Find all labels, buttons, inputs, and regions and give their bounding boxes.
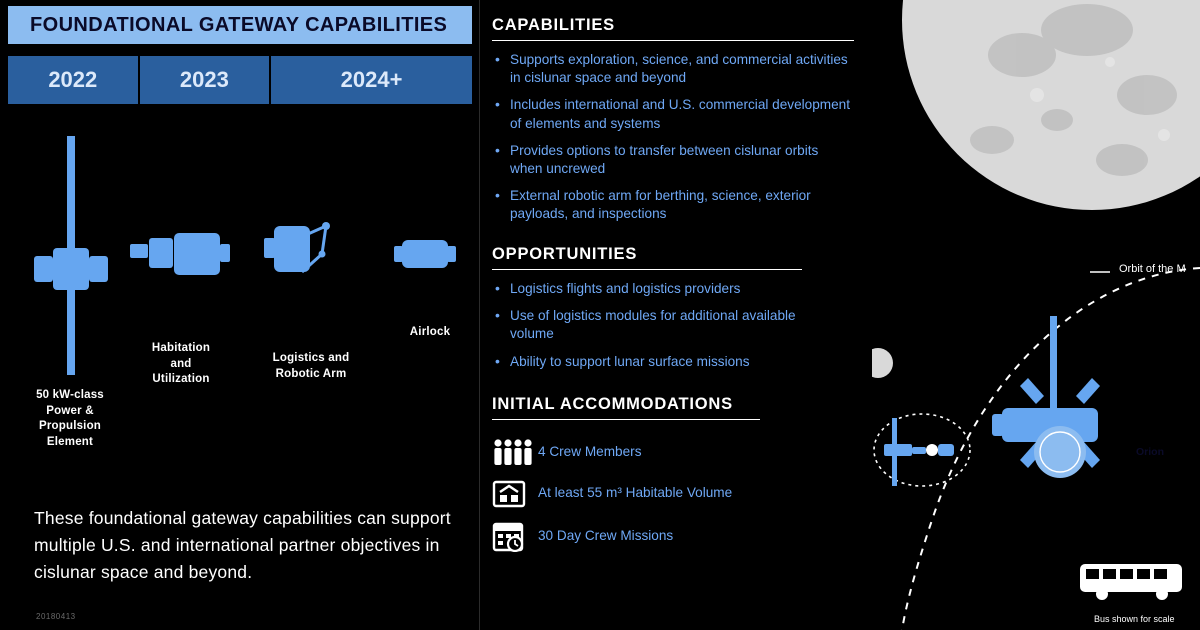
orion-capsule-icon xyxy=(1034,426,1086,478)
bus-icon xyxy=(1080,564,1182,600)
orion-label: Orion xyxy=(1136,446,1164,458)
spacecraft-node-icon xyxy=(872,348,893,378)
module-habitation xyxy=(126,228,236,388)
list-item: • Provides options to transfer between cislunar orbits when uncrewed xyxy=(492,142,854,178)
accommodations-heading: INITIAL ACCOMMODATIONS xyxy=(492,395,733,413)
capabilities-heading: CAPABILITIES xyxy=(492,16,615,34)
gateway-large-icon xyxy=(992,316,1100,478)
year-cell-2022: 2022 xyxy=(8,56,140,104)
orbit-diagram xyxy=(872,0,1200,630)
capabilities-rule xyxy=(492,40,854,41)
accommodation-label: 4 Crew Members xyxy=(538,444,642,460)
bus-scale-label: Bus shown for scale xyxy=(1094,614,1175,624)
module-airlock xyxy=(382,232,478,341)
orbit-label: Orbit of the M xyxy=(1119,263,1186,275)
document-code: 20180413 xyxy=(36,612,76,621)
accommodation-label: 30 Day Crew Missions xyxy=(538,528,674,544)
list-item: • Logistics flights and logistics providers xyxy=(492,280,802,298)
foundational-note: These foundational gateway capabilities can support multiple U.S. and international partner objectives in cislunar space and beyond. xyxy=(34,508,451,583)
list-item: • Use of logistics modules for additional available volume xyxy=(492,307,802,343)
module-caption-power-propulsion: 50 kW-class Power & Propulsion Element xyxy=(36,389,104,448)
module-diagrams xyxy=(0,110,478,470)
calendar-clock-icon xyxy=(492,520,538,552)
airlock-icon xyxy=(382,232,478,278)
accommodations-list xyxy=(492,438,760,552)
list-item xyxy=(492,478,760,508)
opportunities-list xyxy=(492,280,802,371)
accommodations-rule xyxy=(492,419,760,420)
habitat-volume-icon xyxy=(492,478,538,508)
column-divider xyxy=(479,0,480,630)
timeline-panel xyxy=(0,0,478,630)
year-cell-2024plus: 2024+ xyxy=(271,56,472,104)
power-propulsion-icon xyxy=(8,130,132,375)
details-panel xyxy=(492,0,872,630)
list-item: • External robotic arm for berthing, science, exterior payloads, and inspections xyxy=(492,187,854,223)
list-item: • Includes international and U.S. commercial development of elements and systems xyxy=(492,96,854,132)
module-caption-habitation: Habitation and Utilization xyxy=(151,342,211,386)
timeline-header xyxy=(8,6,472,44)
opportunities-section xyxy=(492,245,802,380)
year-cell-2023: 2023 xyxy=(140,56,272,104)
list-item xyxy=(492,520,760,552)
list-item: • Supports exploration, science, and commercial activities in cislunar space and beyond xyxy=(492,51,854,87)
capabilities-section xyxy=(492,16,854,233)
module-power-propulsion xyxy=(8,130,132,450)
capabilities-list xyxy=(492,51,854,224)
list-item: • Ability to support lunar surface missions xyxy=(492,353,802,371)
list-item xyxy=(492,438,760,466)
habitation-icon xyxy=(126,228,236,286)
orbit-diagram-panel xyxy=(872,0,1200,630)
accommodations-section xyxy=(492,395,760,564)
gateway-small-icon xyxy=(874,414,970,486)
module-logistics-arm xyxy=(256,218,366,382)
crew-icon xyxy=(492,438,538,466)
accommodation-label: At least 55 m³ Habitable Volume xyxy=(538,485,733,501)
timeline-title: FOUNDATIONAL GATEWAY CAPABILITIES xyxy=(30,13,448,36)
timeline-year-row xyxy=(8,56,472,104)
module-caption-logistics-arm: Logistics and Robotic Arm xyxy=(272,352,350,380)
module-caption-airlock: Airlock xyxy=(409,326,451,338)
opportunities-rule xyxy=(492,269,802,270)
opportunities-heading: OPPORTUNITIES xyxy=(492,245,638,263)
logistics-robotic-arm-icon xyxy=(256,218,366,290)
